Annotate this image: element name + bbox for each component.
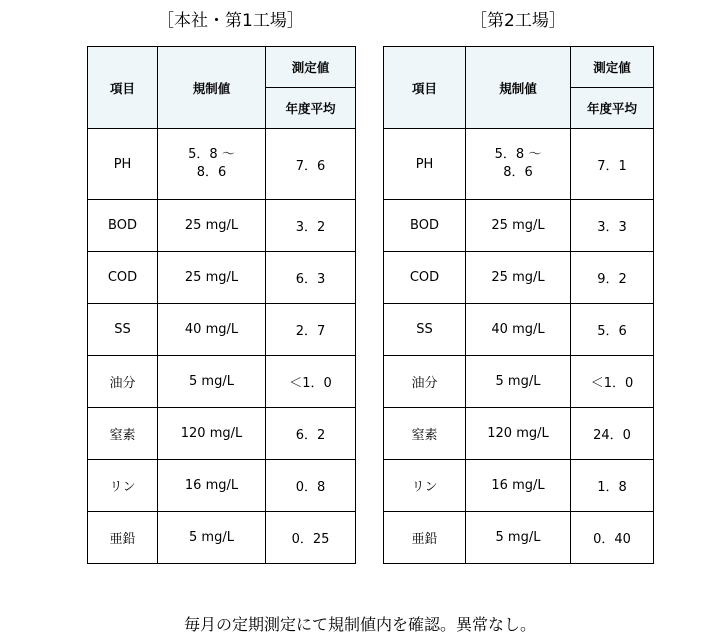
row-value: ＜1．0 <box>266 356 356 408</box>
header-measured: 測定値 <box>571 47 654 88</box>
row-item: BOD <box>88 200 158 252</box>
row-item: 亜鉛 <box>384 512 466 564</box>
row-value: 3．2 <box>266 200 356 252</box>
row-item: COD <box>88 252 158 304</box>
water-quality-table-second-factory <box>383 46 654 564</box>
footer-note: 毎月の定期測定にて規制値内を確認。異常なし。 <box>183 615 536 634</box>
row-regulation <box>158 129 266 200</box>
table-row <box>88 356 356 408</box>
row-item: 油分 <box>88 356 158 408</box>
regulation-range-end: 8．6 <box>196 165 227 180</box>
table-row <box>88 408 356 460</box>
row-item: COD <box>384 252 466 304</box>
table-row <box>88 200 356 252</box>
panel-title-second-factory: ［第2工場］ <box>470 11 566 31</box>
row-value: ＜1．0 <box>571 356 654 408</box>
table-row <box>384 304 654 356</box>
panel-title-main-factory: ［本社・第1工場］ <box>157 11 304 31</box>
row-regulation: 5 mg/L <box>466 356 571 408</box>
row-value: 1．8 <box>571 460 654 512</box>
row-regulation: 25 mg/L <box>466 252 571 304</box>
row-item: SS <box>384 304 466 356</box>
row-value: 9．2 <box>571 252 654 304</box>
header-regulation: 規制値 <box>466 47 571 129</box>
table-row <box>384 408 654 460</box>
row-regulation: 25 mg/L <box>158 252 266 304</box>
header-regulation: 規制値 <box>158 47 266 129</box>
row-regulation: 16 mg/L <box>466 460 571 512</box>
row-regulation: 40 mg/L <box>158 304 266 356</box>
table-row <box>88 460 356 512</box>
row-item: SS <box>88 304 158 356</box>
row-regulation: 5 mg/L <box>158 512 266 564</box>
row-item: 油分 <box>384 356 466 408</box>
row-value: 0．8 <box>266 460 356 512</box>
table-row <box>88 129 356 200</box>
regulation-range-start: 5．8 ～ <box>494 147 542 162</box>
row-item: PH <box>384 129 466 200</box>
row-item: リン <box>384 460 466 512</box>
table-row <box>88 252 356 304</box>
row-value: 0．40 <box>571 512 654 564</box>
row-value: 0．25 <box>266 512 356 564</box>
row-value: 7．6 <box>266 129 356 200</box>
table-row <box>384 356 654 408</box>
table-row <box>88 512 356 564</box>
regulation-range-end: 8．6 <box>503 165 533 180</box>
row-item: PH <box>88 129 158 200</box>
table-row <box>88 304 356 356</box>
header-annual-average: 年度平均 <box>266 88 356 129</box>
row-value: 2．7 <box>266 304 356 356</box>
row-regulation: 25 mg/L <box>158 200 266 252</box>
table-row <box>384 200 654 252</box>
row-regulation: 40 mg/L <box>466 304 571 356</box>
table-row <box>384 512 654 564</box>
row-regulation: 120 mg/L <box>158 408 266 460</box>
row-value: 6．3 <box>266 252 356 304</box>
header-item: 項目 <box>384 47 466 129</box>
row-value: 5．6 <box>571 304 654 356</box>
row-value: 6．2 <box>266 408 356 460</box>
row-item: 窒素 <box>384 408 466 460</box>
row-regulation: 25 mg/L <box>466 200 571 252</box>
table-row <box>384 129 654 200</box>
water-quality-table-main-factory <box>87 46 356 564</box>
row-regulation <box>466 129 571 200</box>
header-measured: 測定値 <box>266 47 356 88</box>
table-row <box>384 460 654 512</box>
regulation-range-start: 5．8 ～ <box>188 147 235 162</box>
header-item: 項目 <box>88 47 158 129</box>
row-value: 7．1 <box>571 129 654 200</box>
row-value: 24．0 <box>571 408 654 460</box>
table-row <box>384 252 654 304</box>
header-annual-average: 年度平均 <box>571 88 654 129</box>
row-value: 3．3 <box>571 200 654 252</box>
row-regulation: 120 mg/L <box>466 408 571 460</box>
row-item: 亜鉛 <box>88 512 158 564</box>
row-item: 窒素 <box>88 408 158 460</box>
row-regulation: 5 mg/L <box>466 512 571 564</box>
row-regulation: 5 mg/L <box>158 356 266 408</box>
row-item: リン <box>88 460 158 512</box>
row-regulation: 16 mg/L <box>158 460 266 512</box>
row-item: BOD <box>384 200 466 252</box>
